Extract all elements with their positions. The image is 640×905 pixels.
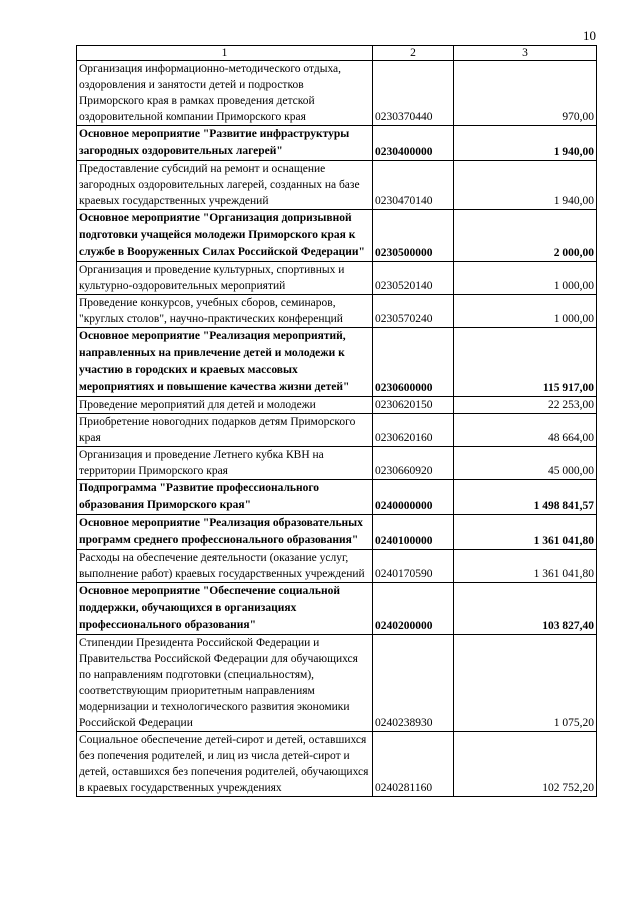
- row-name-cell: Проведение мероприятий для детей и молодежи: [77, 397, 373, 414]
- header-col-1: 1: [77, 46, 373, 61]
- row-name-cell: Проведение конкурсов, учебных сборов, семинаров, "круглых столов", научно-практических конференций: [77, 295, 373, 328]
- row-amount-cell: 1 075,20: [454, 635, 597, 732]
- table-row: [77, 61, 597, 126]
- row-amount-cell: 1 000,00: [454, 295, 597, 328]
- table-row: [77, 447, 597, 480]
- row-name-cell: Основное мероприятие "Развитие инфраструктуры загородных оздоровительных лагерей": [77, 126, 373, 161]
- header-col-3: 3: [454, 46, 597, 61]
- table-header-row: [77, 46, 597, 61]
- row-name-cell: Расходы на обеспечение деятельности (оказание услуг, выполнение работ) краевых государственных учреждений: [77, 550, 373, 583]
- table-row: [77, 635, 597, 732]
- row-name-cell: Основное мероприятие "Реализация образовательных программ среднего профессионального образования": [77, 515, 373, 550]
- row-code-cell: 0240200000: [373, 583, 454, 635]
- row-code-cell: 0240100000: [373, 515, 454, 550]
- table-row: [77, 480, 597, 515]
- row-code-cell: 0230470140: [373, 161, 454, 210]
- row-code-cell: 0240000000: [373, 480, 454, 515]
- budget-table: [76, 45, 597, 797]
- row-amount-cell: 1 498 841,57: [454, 480, 597, 515]
- row-name-cell: Предоставление субсидий на ремонт и оснащение загородных оздоровительных лагерей, созданных на базе краевых государственных учреждений: [77, 161, 373, 210]
- table-row: [77, 550, 597, 583]
- row-amount-cell: 2 000,00: [454, 210, 597, 262]
- row-code-cell: 0230600000: [373, 328, 454, 397]
- row-code-cell: 0230570240: [373, 295, 454, 328]
- row-code-cell: 0240238930: [373, 635, 454, 732]
- row-code-cell: 0230620160: [373, 414, 454, 447]
- row-name-cell: Основное мероприятие "Реализация мероприятий, направленных на привлечение детей и молодежи к участию в городских и краевых массовых мероприятиях и повышение качества жизни детей": [77, 328, 373, 397]
- row-amount-cell: 115 917,00: [454, 328, 597, 397]
- table-row: [77, 161, 597, 210]
- row-amount-cell: 1 940,00: [454, 161, 597, 210]
- row-code-cell: 0230400000: [373, 126, 454, 161]
- row-amount-cell: 48 664,00: [454, 414, 597, 447]
- row-amount-cell: 1 940,00: [454, 126, 597, 161]
- table-row: [77, 126, 597, 161]
- row-code-cell: 0240170590: [373, 550, 454, 583]
- row-amount-cell: 103 827,40: [454, 583, 597, 635]
- table-body: [77, 61, 597, 797]
- row-name-cell: Основное мероприятие "Обеспечение социальной поддержки, обучающихся в организациях профессионального образования": [77, 583, 373, 635]
- page-number: 10: [583, 28, 596, 43]
- table-row: [77, 583, 597, 635]
- row-name-cell: Организация информационно-методического отдыха, оздоровления и занятости детей и подростков Приморского края в рамках проведения детской оздоровительной компании Приморского края: [77, 61, 373, 126]
- row-amount-cell: 1 361 041,80: [454, 550, 597, 583]
- table-row: [77, 414, 597, 447]
- row-code-cell: 0230370440: [373, 61, 454, 126]
- row-amount-cell: 22 253,00: [454, 397, 597, 414]
- table-row: [77, 515, 597, 550]
- row-name-cell: Приобретение новогодних подарков детям Приморского края: [77, 414, 373, 447]
- row-name-cell: Социальное обеспечение детей-сирот и детей, оставшихся без попечения родителей, и лиц из числа детей-сирот и детей, оставшихся без попечения родителей, обучающихся в краевых государственных учреждениях: [77, 732, 373, 797]
- row-amount-cell: 1 361 041,80: [454, 515, 597, 550]
- table-row: [77, 732, 597, 797]
- table-row: [77, 210, 597, 262]
- row-name-cell: Подпрограмма "Развитие профессионального образования Приморского края": [77, 480, 373, 515]
- row-code-cell: 0230660920: [373, 447, 454, 480]
- row-name-cell: Основное мероприятие "Организация допризывной подготовки учащейся молодежи Приморского края к службе в Вооруженных Силах Российской Федерации": [77, 210, 373, 262]
- row-name-cell: Стипендии Президента Российской Федерации и Правительства Российской Федерации для обучающихся по направлениям подготовки (специальностям), соответствующим приоритетным направлениям модернизации и технологического развития экономики Российской Федерации: [77, 635, 373, 732]
- header-col-2: 2: [373, 46, 454, 61]
- row-code-cell: 0230520140: [373, 262, 454, 295]
- table-row: [77, 295, 597, 328]
- row-amount-cell: 102 752,20: [454, 732, 597, 797]
- table-row: [77, 328, 597, 397]
- row-amount-cell: 45 000,00: [454, 447, 597, 480]
- row-name-cell: Организация и проведение культурных, спортивных и культурно-оздоровительных мероприятий: [77, 262, 373, 295]
- row-code-cell: 0230620150: [373, 397, 454, 414]
- row-code-cell: 0230500000: [373, 210, 454, 262]
- row-name-cell: Организация и проведение Летнего кубка КВН на территории Приморского края: [77, 447, 373, 480]
- table-row: [77, 262, 597, 295]
- table-row: [77, 397, 597, 414]
- row-code-cell: 0240281160: [373, 732, 454, 797]
- row-amount-cell: 1 000,00: [454, 262, 597, 295]
- row-amount-cell: 970,00: [454, 61, 597, 126]
